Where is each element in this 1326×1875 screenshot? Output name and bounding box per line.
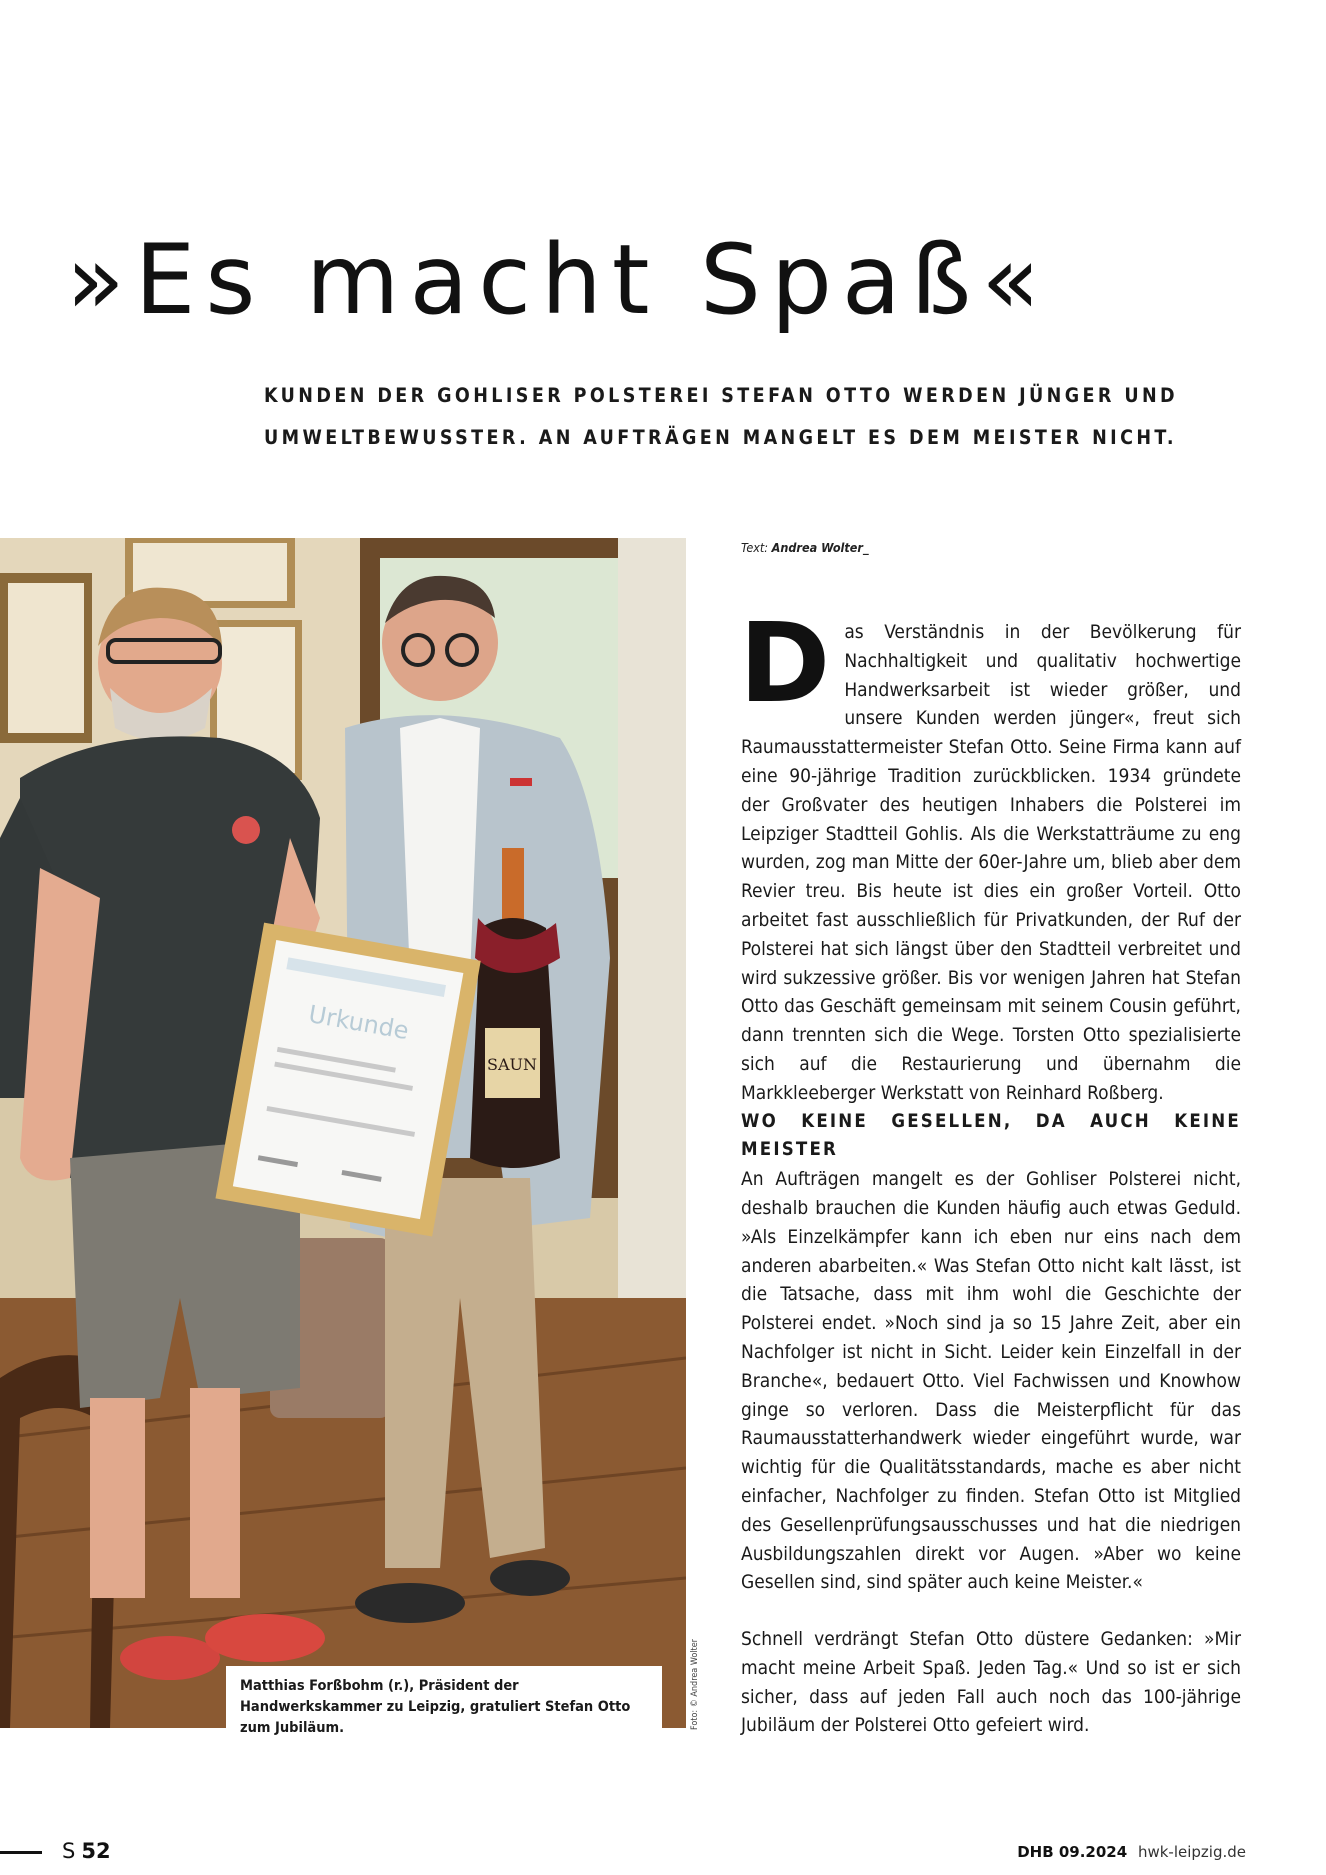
article-subhead: WO KEINE GESELLEN, DA AUCH KEINE MEISTER: [741, 1110, 1241, 1161]
page-number: [62, 1839, 111, 1863]
article-paragraph-3: Schnell verdrängt Stefan Otto düstere Gedanken: »Mir macht meine Arbeit Spaß. Jeden Tag.« Und so ist er sich sicher, dass auf jeden Fall auch noch das 100-jährige Jubiläum der Polsterei Otto gefeiert wird.: [741, 1628, 1241, 1737]
article-paragraph-1: [739, 599, 1241, 1108]
headline: »Es macht Spaß«: [66, 224, 1050, 336]
certificate-title: Urkunde: [306, 999, 411, 1046]
photo-credit: Foto: © Andrea Wolter: [690, 1638, 700, 1730]
footer-rule: [0, 1851, 42, 1854]
issue-label: DHB 09.2024: [1017, 1843, 1128, 1861]
article-photo: [0, 538, 686, 1728]
byline-author: Andrea Wolter_: [771, 540, 869, 555]
deck: KUNDEN DER GOHLISER POLSTEREI STEFAN OTTO WERDEN JÜNGER UND UMWELTBEWUSSTER. AN AUFTRÄGEN MANGELT ES DEM MEISTER NICHT.: [264, 384, 1179, 449]
dropcap: D: [739, 599, 831, 727]
page-number-value: 52: [81, 1839, 111, 1863]
article-paragraph-2: An Aufträgen mangelt es der Gohliser Polsterei nicht, deshalb brauchen die Kunden häufig auch etwas Geduld. »Als Einzelkämpfer kann ich eben nur eins nach dem anderen abarbeiten.« Was Stefan Otto nicht kalt lässt, ist die Tatsache, dass mit ihm wohl die Geschichte der Polsterei endet. »Noch sind ja so 15 Jahre Zeit, aber ein Nachfolger ist nicht in Sicht. Leider kein Einzelfall in der Branche«, bedauert Otto. Viel Fachwissen und Knowhow ginge so verloren. Dass die Meisterpflicht für das Raumausstatterhandwerk wieder eingeführt wurde, war wichtig für die Qualitätsstandards, mache es aber nicht einfacher, Nachfolger zu finden. Stefan Otto ist Mitglied des Gesellenprüfungsausschusses und hat die niedrigen Ausbildungszahlen direkt vor Augen. »Aber wo keine Gesellen sind, sind später auch keine Meister.«: [741, 1168, 1241, 1594]
footer-issue: [1017, 1843, 1246, 1861]
paragraph-1-text: as Verständnis in der Bevölkerung für Nachhaltigkeit und qualitativ hochwertige Handwerksarbeit ist wieder größer, und unsere Kunden werden jünger«, freut sich Raumausstattermeister Stefan Otto. Seine Firma kann auf eine 90-jährige Tradition zurückblicken. 1934 gründete der Großvater des heutigen Inhabers die Polsterei im Leipziger Stadtteil Gohlis. Als die Werkstatträume zu eng wurden, zog man Mitte der 60er-Jahre um, blieb aber dem Revier treu. Bis heute ist dies ein großer Vorteil. Otto arbeitet fast ausschließlich für Privatkunden, der Ruf der Polsterei hat sich längst über den Stadtteil verbreitet und wird sukzessive größer. Bis vor wenigen Jahren hat Stefan Otto das Geschäft gemeinsam mit seinem Cousin geführt, dann trennten sich die Wege. Torsten Otto spezialisierte sich auf die Restaurierung und übernahm die Markkleeberger Werkstatt von Reinhard Roßberg.: [741, 621, 1241, 1104]
bottle-label-text: SAUN: [487, 1055, 537, 1074]
page-prefix: S: [62, 1839, 76, 1863]
footer-url[interactable]: hwk-leipzig.de: [1137, 1843, 1246, 1861]
photo-caption: Matthias Forßbohm (r.), Präsident der Handwerkskammer zu Leipzig, gratuliert Stefan Otto zum Jubiläum.: [226, 1666, 662, 1728]
byline-label: Text:: [741, 540, 769, 555]
article-body: [739, 599, 1241, 1740]
byline: [741, 540, 869, 555]
